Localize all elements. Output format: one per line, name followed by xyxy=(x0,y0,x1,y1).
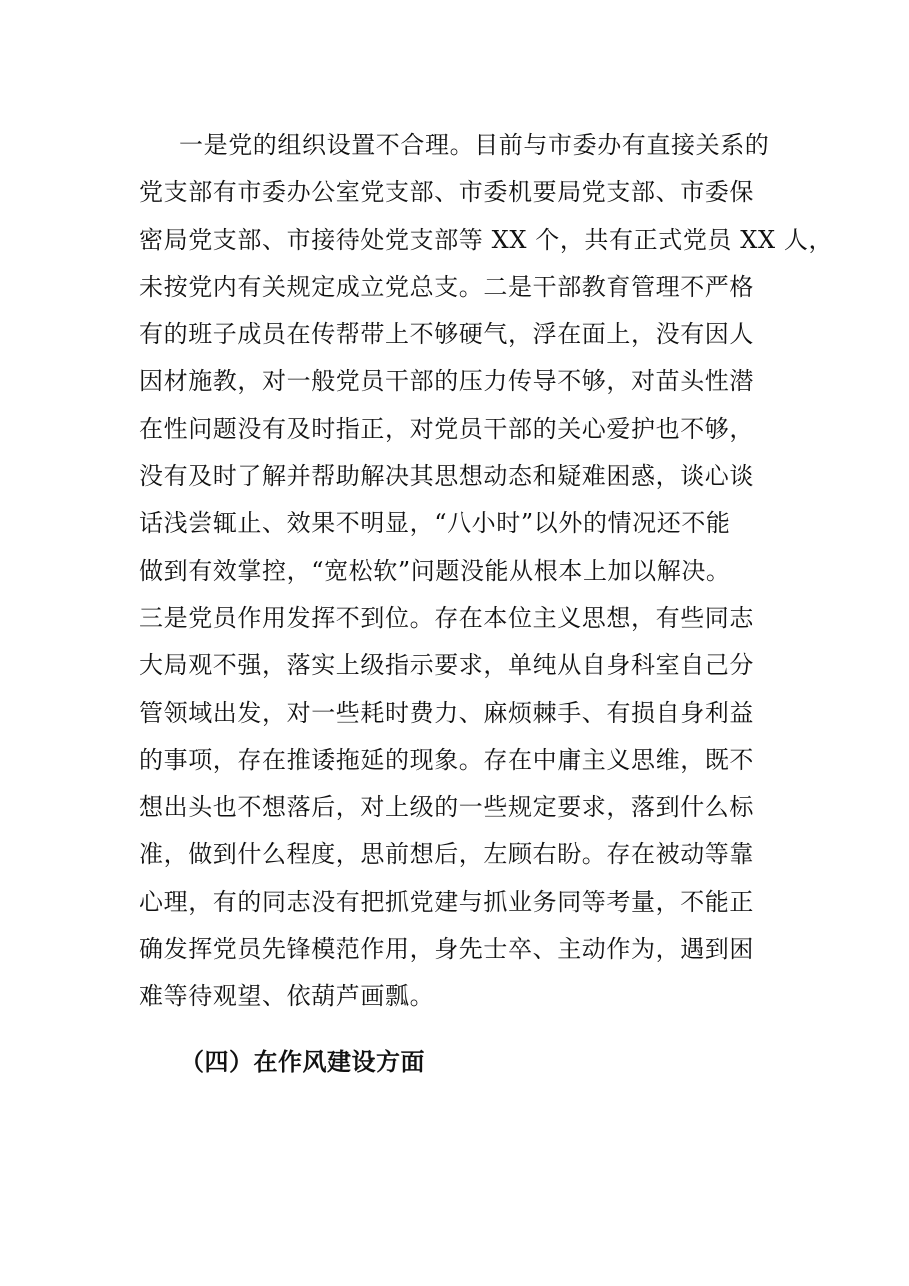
paragraph-line: 在性问题没有及时指正，对党员干部的关心爱护也不够， xyxy=(139,414,754,443)
paragraph-line: 话浅尝辄止、效果不明显，“八小时”以外的情况还不能 xyxy=(139,509,731,538)
paragraph-line: 因材施教，对一般党员干部的压力传导不够，对苗头性潜 xyxy=(139,367,754,396)
paragraph-line: 做到有效掌控，“宽松软”问题没能从根本上加以解决。 xyxy=(139,556,731,585)
paragraph-line: 心理，有的同志没有把抓党建与抓业务同等考量，不能正 xyxy=(139,887,754,916)
paragraph-line: 党支部有市委办公室党支部、市委机要局党支部、市委保 xyxy=(139,178,754,207)
paragraph-line: 有的班子成员在传帮带上不够硬气，浮在面上，没有因人 xyxy=(139,320,754,349)
paragraph-line: 的事项，存在推诿拖延的现象。存在中庸主义思维，既不 xyxy=(139,745,754,774)
paragraph-line: 没有及时了解并帮助解决其思想动态和疑难困惑，谈心谈 xyxy=(139,462,754,491)
paragraph-line: 三是党员作用发挥不到位。存在本位主义思想，有些同志 xyxy=(139,603,754,632)
body-paragraph xyxy=(139,122,834,1021)
paragraph-line: 未按党内有关规定成立党总支。二是干部教育管理不严格 xyxy=(139,272,754,301)
section-heading: （四）在作风建设方面 xyxy=(180,1048,425,1076)
paragraph-line: 确发挥党员先锋模范作用，身先士卒、主动作为，遇到困 xyxy=(139,935,754,964)
paragraph-line: 管领域出发，对一些耗时费力、麻烦棘手、有损自身利益 xyxy=(139,698,754,727)
paragraph-line: 难等待观望、依葫芦画瓢。 xyxy=(139,982,435,1011)
paragraph-line: 想出头也不想落后，对上级的一些规定要求，落到什么标 xyxy=(139,793,754,822)
paragraph-line: 大局观不强，落实上级指示要求，单纯从自身科室自己分 xyxy=(139,651,754,680)
paragraph-line: 密局党支部、市接待处党支部等 XX 个，共有正式党员 XX 人， xyxy=(139,225,834,254)
paragraph-line: 准，做到什么程度，思前想后，左顾右盼。存在被动等靠 xyxy=(139,840,754,869)
paragraph-line: 一是党的组织设置不合理。目前与市委办有直接关系的 xyxy=(179,131,770,159)
